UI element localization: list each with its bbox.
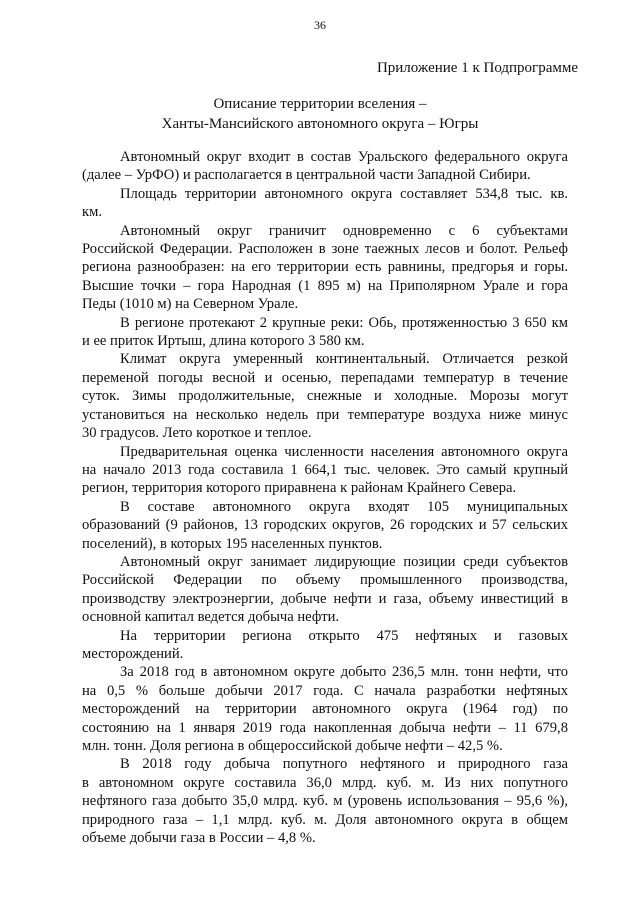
paragraph-line: В составе автономного округа входят 105 муниципальных [120, 498, 568, 515]
paragraph-line: на 0,5 % больше добычи 2017 года. С начала разработки нефтяных [82, 682, 568, 699]
paragraph-line: переменой погоды весной и осенью, перепадами температур в течение [82, 369, 568, 386]
paragraph-line: 30 градусов. Лето короткое и теплое. [82, 425, 312, 442]
paragraph-line: Климат округа умеренный континентальный. Отличается резкой [120, 351, 568, 368]
paragraph-line: состоянию на 1 января 2019 года накопленная добыча нефти – 11 679,8 [82, 719, 568, 736]
paragraph-line: км. [82, 204, 102, 221]
paragraph-line: природного газа – 1,1 млрд. куб. м. Доля автономного округа в общем [82, 811, 568, 828]
paragraph [82, 222, 568, 314]
paragraph-line: региона разнообразен: на его территории есть равнины, предгорья и горы. [82, 259, 568, 276]
paragraph-line: основной капитал ведется добыча нефти. [82, 609, 340, 626]
paragraph-line: суток. Зимы продолжительные, снежные и холодные. Морозы могут [82, 388, 568, 405]
paragraph-line: на начало 2013 года составила 1 664,1 тыс. человек. Это самый крупный [82, 461, 568, 478]
paragraph-line: (далее – УрФО) и располагается в центральной части Западной Сибири. [82, 167, 531, 184]
paragraph-line: образований (9 районов, 13 городских округов, 26 городских и 57 сельских [82, 517, 568, 534]
paragraph-line: В 2018 году добыча попутного нефтяного и природного газа [120, 756, 568, 773]
paragraph-line: На территории региона открыто 475 нефтяных и газовых [120, 627, 568, 644]
page-number: 36 [314, 18, 326, 32]
paragraph [82, 185, 568, 222]
paragraph-line: В регионе протекают 2 крупные реки: Обь, протяженностью 3 650 км [120, 314, 568, 331]
paragraph [82, 627, 568, 664]
document-title [0, 94, 640, 134]
paragraph-line: Автономный округ занимает лидирующие позиции среди субъектов [120, 553, 568, 570]
paragraph-line: Российской Федерации. Расположен в зоне таежных лесов и болот. Рельеф [82, 241, 568, 258]
paragraph-line: производству электроэнергии, добыче нефти и газа, объему инвестиций в [82, 590, 568, 607]
paragraph-line: месторождений на территории автономного округа (1964 год) по [82, 701, 568, 718]
appendix-label: Приложение 1 к Подпрограмме [376, 60, 578, 76]
title-line: Ханты-Мансийского автономного округа – Югры [161, 116, 479, 132]
paragraph [82, 755, 568, 847]
paragraph [82, 314, 568, 351]
paragraph-line: в автономном округе составила 36,0 млрд. куб. м. Из них попутного [82, 774, 568, 791]
paragraph [82, 663, 568, 755]
paragraph-line: Предварительная оценка численности населения автономного округа [120, 443, 568, 460]
paragraph-line: поселений), в которых 195 населенных пунктов. [82, 535, 383, 552]
paragraph-line: и ее приток Иртыш, длина которого 3 580 км. [82, 333, 365, 350]
document-body [82, 148, 568, 847]
paragraph-line: регион, территория которого приравнена к районам Крайнего Севера. [82, 480, 517, 497]
paragraph-line: объеме добычи газа в России – 4,8 %. [82, 830, 316, 847]
paragraph [82, 498, 568, 553]
paragraph [82, 148, 568, 185]
paragraph-line: За 2018 год в автономном округе добыто 236,5 млн. тонн нефти, что [120, 664, 568, 681]
paragraph-line: млн. тонн. Доля региона в общероссийской добыче нефти – 42,5 %. [82, 738, 503, 754]
paragraph-line: Автономный округ граничит одновременно с 6 субъектами [120, 222, 568, 239]
paragraph-line: Площадь территории автономного округа составляет 534,8 тыс. кв. [120, 185, 568, 202]
paragraph [82, 443, 568, 498]
paragraph [82, 553, 568, 627]
paragraph-line: Педы (1010 м) на Северном Урале. [82, 296, 299, 313]
paragraph [82, 350, 568, 442]
paragraph-line: Российской Федерации по объему промышленного производства, [82, 572, 568, 589]
paragraph-line: нефтяного газа добыто 35,0 млрд. куб. м (уровень использования – 95,6 %), [82, 793, 568, 810]
title-line: Описание территории вселения – [213, 96, 427, 112]
paragraph-line: Высшие точки – гора Народная (1 895 м) на Приполярном Урале и гора [82, 277, 568, 294]
paragraph-line: установиться на несколько недель при температуре воздуха ниже минус [82, 406, 568, 423]
paragraph-line: Автономный округ входит в состав Уральского федерального округа [120, 149, 568, 165]
paragraph-line: месторождений. [82, 645, 184, 662]
